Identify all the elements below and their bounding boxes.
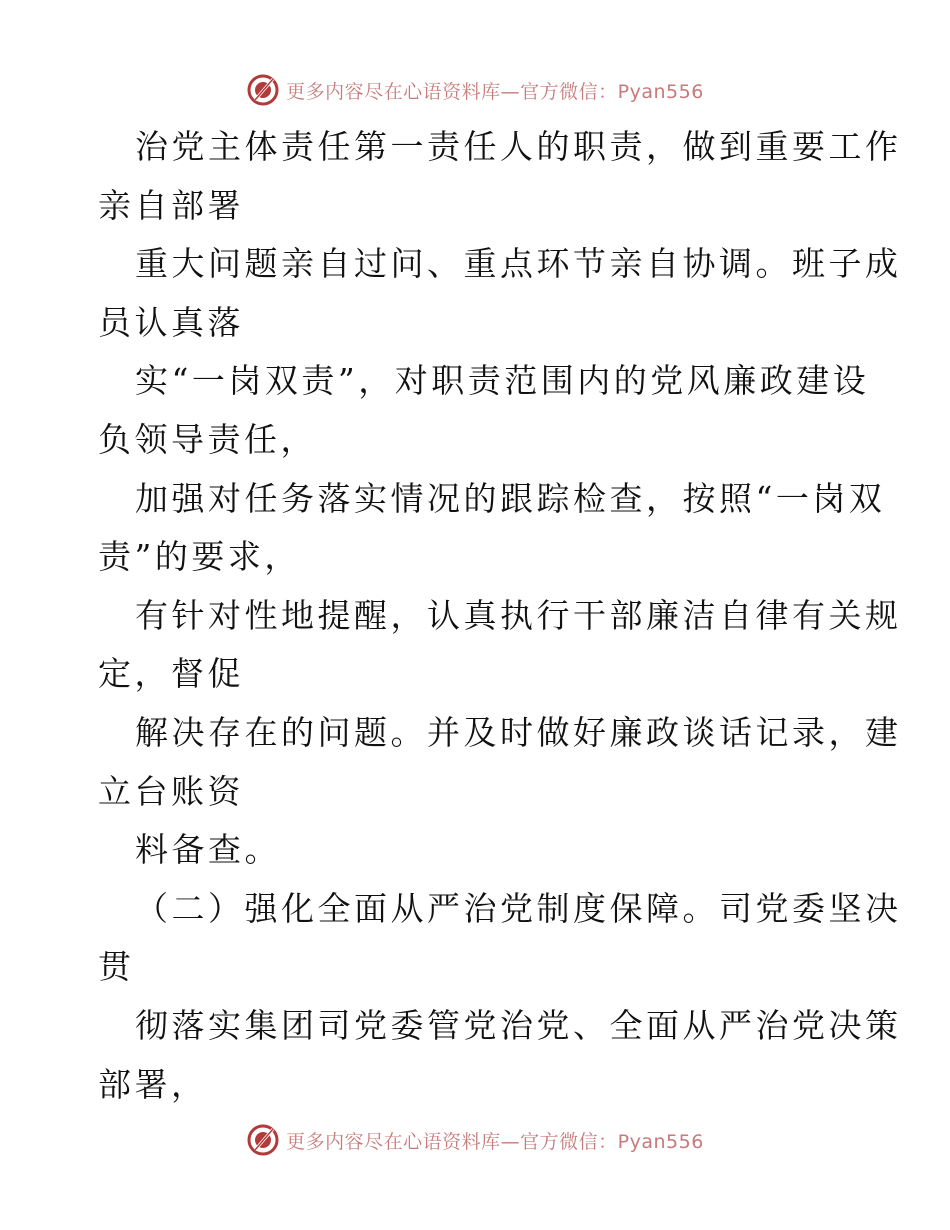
quill-seal-icon [246, 1123, 280, 1157]
text-line: 定，督促 [98, 654, 244, 694]
text-line: 实“一岗双责”，对职责范围内的党风廉政建设 [135, 361, 870, 401]
watermark-banner-top [0, 70, 950, 110]
text-line: 有针对性地提醒，认真执行干部廉洁自律有关规 [135, 595, 902, 635]
text-line: 加强对任务落实情况的跟踪检查，按照“一岗双 [135, 478, 886, 518]
text-line: 解决存在的问题。并及时做好廉政谈话记录，建 [135, 712, 902, 752]
text-line: 治党主体责任第一责任人的职责，做到重要工作 [135, 127, 902, 166]
text-line: 料备查。 [135, 830, 281, 870]
text-line: 立台账资 [98, 771, 244, 811]
text-line: 贯 [98, 947, 135, 987]
text-line: 负领导责任， [98, 419, 317, 459]
quill-seal-icon [246, 73, 280, 107]
text-line: 重大问题亲自过问、重点环节亲自协调。班子成 [135, 244, 902, 284]
text-line: 责”的要求， [98, 537, 301, 577]
text-line: （二）强化全面从严治党制度保障。司党委坚决 [135, 888, 902, 928]
watermark-text: 更多内容尽在心语资料库—官方微信：Pyan556 [286, 80, 704, 103]
text-line: 员认真落 [98, 302, 244, 342]
text-line: 部署， [98, 1064, 208, 1104]
watermark-text: 更多内容尽在心语资料库—官方微信：Pyan556 [286, 1130, 704, 1153]
text-line: 亲自部署 [98, 185, 244, 225]
watermark-banner-bottom [0, 1120, 950, 1160]
text-line: 彻落实集团司党委管党治党、全面从严治党决策 [135, 1005, 902, 1045]
document-body [98, 118, 902, 1114]
